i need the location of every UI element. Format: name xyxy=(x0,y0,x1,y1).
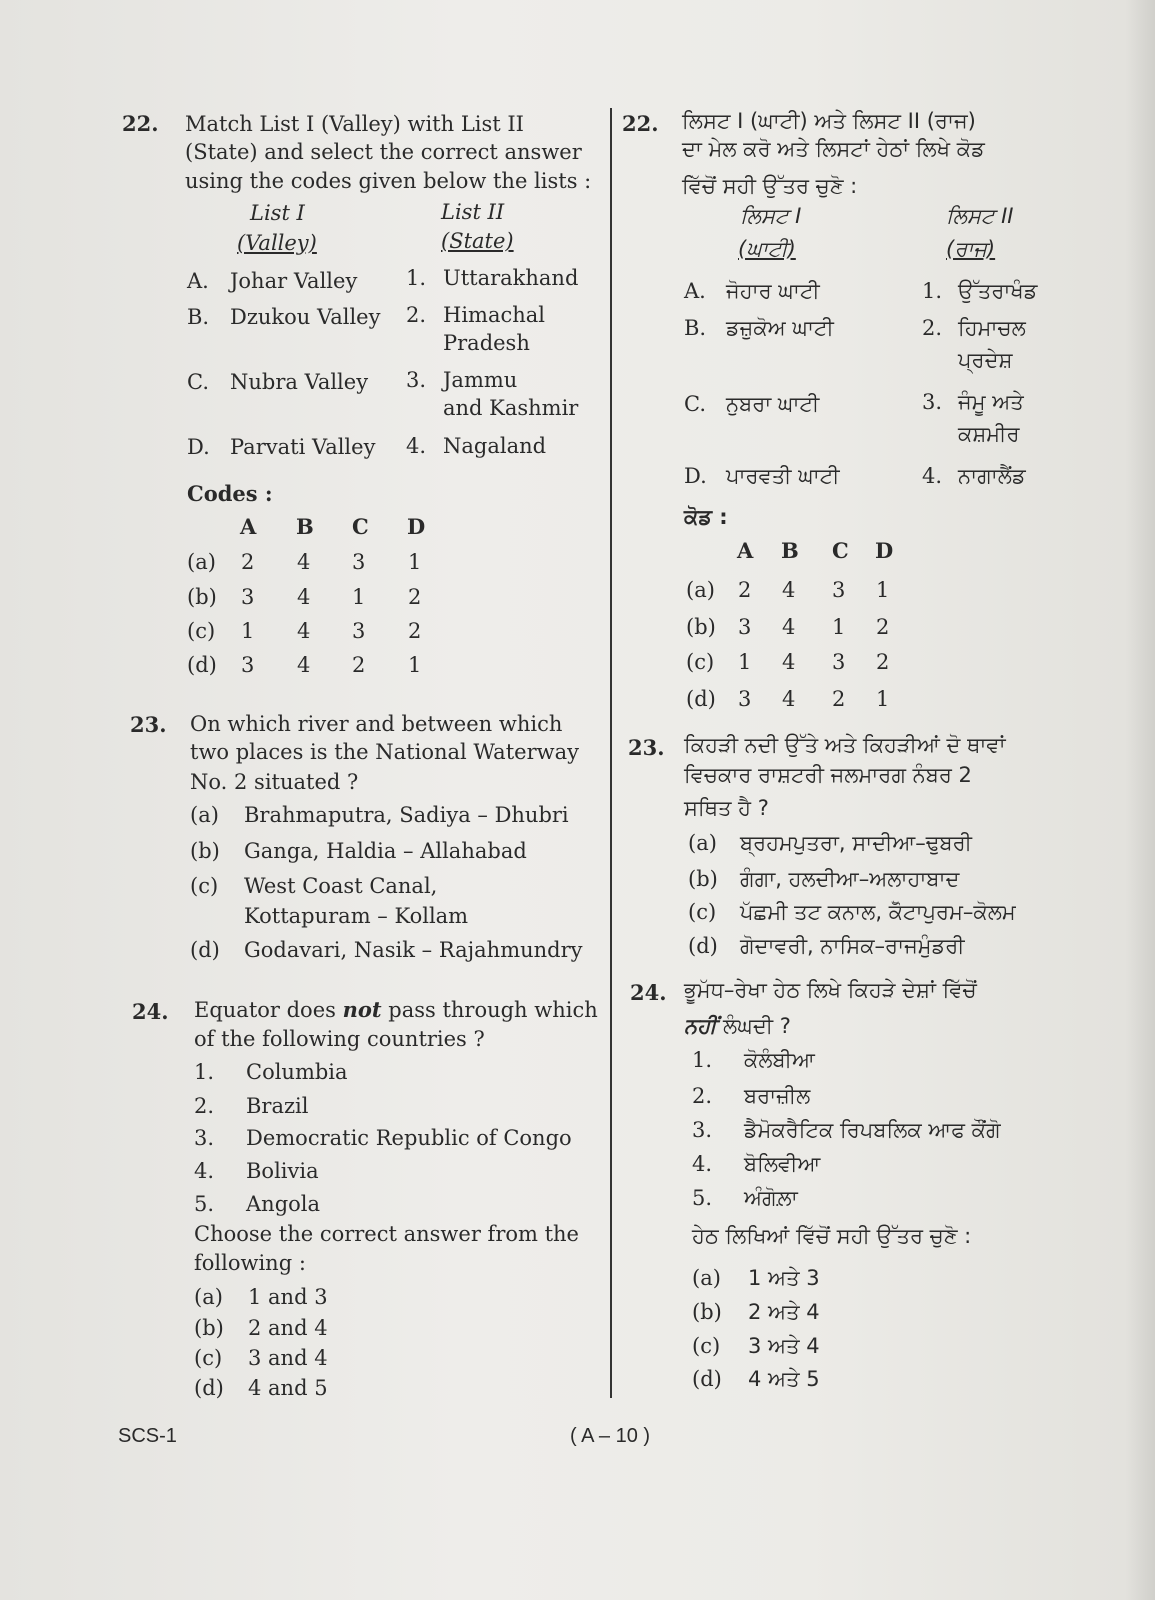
list-item: ਜੰਮੂ ਅਤੇ xyxy=(958,390,1024,414)
item-text: Brazil xyxy=(246,1094,309,1118)
code-value: 1 xyxy=(408,550,422,574)
code-value: 3 xyxy=(241,653,255,677)
code-value: 3 xyxy=(832,578,846,602)
option-label: (d) xyxy=(194,1376,224,1400)
list-item: ਨਾਗਾਲੈਂਡ xyxy=(958,464,1026,488)
item-number: 2. xyxy=(692,1084,713,1108)
item-number: 1. xyxy=(194,1060,215,1084)
text-span: pass through which xyxy=(381,998,598,1022)
option-label: (b) xyxy=(190,839,220,863)
list-subheading: (State) xyxy=(441,229,514,253)
code-value: 4 xyxy=(297,585,311,609)
option-text: 4 ਅਤੇ 5 xyxy=(748,1367,820,1391)
option-text: Brahmaputra, Sadiya – Dhubri xyxy=(244,803,569,827)
option-label: (c) xyxy=(190,874,219,898)
code-value: 4 xyxy=(782,687,796,711)
list-label: A. xyxy=(187,269,209,293)
question-text xyxy=(194,996,598,1024)
question-text: ਸਥਿਤ ਹੈ ? xyxy=(684,796,769,820)
list-item: Nubra Valley xyxy=(230,370,369,394)
list-label: 4. xyxy=(922,464,943,488)
list-item: Pradesh xyxy=(443,331,530,355)
list-label: B. xyxy=(187,305,210,329)
code-value: 4 xyxy=(782,615,796,639)
list-label: 4. xyxy=(406,434,427,458)
list-item: ਕਸ਼ਮੀਰ xyxy=(958,422,1020,446)
code-value: 4 xyxy=(297,653,311,677)
option-text: Kottapuram – Kollam xyxy=(244,904,469,928)
list-label: D. xyxy=(684,464,707,488)
option-text: 3 and 4 xyxy=(248,1346,328,1370)
list-label: D. xyxy=(187,435,210,459)
list-heading: List I xyxy=(250,201,305,225)
question-number: 22. xyxy=(622,111,659,136)
list-item: ਨੁਬਰਾ ਘਾਟੀ xyxy=(726,392,820,416)
question-number: 23. xyxy=(628,735,665,760)
list-label: C. xyxy=(684,392,706,416)
option-text: Ganga, Haldia – Allahabad xyxy=(244,839,527,863)
list-item: ਜੋਹਾਰ ਘਾਟੀ xyxy=(726,279,820,303)
list-item: ਹਿਮਾਚਲ xyxy=(958,316,1026,340)
footer-code: SCS-1 xyxy=(118,1425,177,1447)
question-number: 23. xyxy=(130,712,167,737)
list-item: Nagaland xyxy=(443,434,547,458)
code-value: 1 xyxy=(241,619,255,643)
list-subheading: (ਘਾਟੀ) xyxy=(738,237,796,261)
text-span: Equator does xyxy=(194,998,343,1022)
option-label: (a) xyxy=(692,1266,721,1290)
code-value: 1 xyxy=(876,687,890,711)
list-label: C. xyxy=(187,370,209,394)
codes-header: B xyxy=(296,514,314,539)
column-divider xyxy=(610,108,612,1398)
list-label: 1. xyxy=(406,266,427,290)
code-value: 4 xyxy=(297,550,311,574)
list-item: ਡਜ਼ੁਕੋਅ ਘਾਟੀ xyxy=(726,316,834,340)
list-heading: ਲਿਸਟ I xyxy=(740,204,802,228)
code-value: 3 xyxy=(832,650,846,674)
option-label: (d) xyxy=(692,1367,722,1391)
code-value: 3 xyxy=(738,687,752,711)
option-label: (c) xyxy=(194,1346,223,1370)
list-label: 1. xyxy=(922,279,943,303)
list-item: Jammu xyxy=(443,368,518,392)
option-label: (a) xyxy=(190,803,219,827)
item-text: Bolivia xyxy=(246,1159,319,1183)
option-label: (a) xyxy=(194,1285,223,1309)
code-value: 2 xyxy=(876,650,890,674)
list-item: Uttarakhand xyxy=(443,266,579,290)
question-text: ਕਿਹੜੀ ਨਦੀ ਉੱਤੇ ਅਤੇ ਕਿਹੜੀਆਂ ਦੋ ਥਾਵਾਂ xyxy=(684,733,1006,757)
option-text: 2 ਅਤੇ 4 xyxy=(748,1300,820,1324)
list-label: 2. xyxy=(406,303,427,327)
list-item: Parvati Valley xyxy=(230,435,376,459)
code-value: 2 xyxy=(832,687,846,711)
list-heading: List II xyxy=(441,200,505,224)
item-number: 3. xyxy=(692,1118,713,1142)
code-value: 2 xyxy=(408,619,422,643)
codes-header: C xyxy=(352,514,369,539)
list-item: ਪਾਰਵਤੀ ਘਾਟੀ xyxy=(726,464,840,488)
code-value: 1 xyxy=(876,578,890,602)
instruction-text: Choose the correct answer from the xyxy=(194,1222,579,1246)
question-text: two places is the National Waterway xyxy=(190,740,579,764)
question-text: (State) and select the correct answer xyxy=(185,140,582,164)
code-option: (b) xyxy=(187,585,217,609)
option-text: 1 ਅਤੇ 3 xyxy=(748,1266,820,1290)
question-text: ਦਾ ਮੇਲ ਕਰੋ ਅਤੇ ਲਿਸਟਾਂ ਹੇਠਾਂ ਲਿਖੇ ਕੋਡ xyxy=(682,137,985,161)
codes-header: C xyxy=(832,538,849,563)
code-option: (d) xyxy=(686,687,716,711)
item-number: 5. xyxy=(194,1192,215,1216)
list-subheading: (ਰਾਜ) xyxy=(946,237,996,261)
code-option: (a) xyxy=(187,550,216,574)
question-number: 22. xyxy=(122,111,159,136)
item-text: Angola xyxy=(246,1192,321,1216)
list-label: B. xyxy=(684,316,707,340)
option-text: ਗੋਦਾਵਰੀ, ਨਾਸਿਕ–ਰਾਜਮੁੰਡਰੀ xyxy=(740,934,965,958)
option-label: (b) xyxy=(688,867,718,891)
option-text: ਪੱਛਮੀ ਤਟ ਕਨਾਲ, ਕੋੱਟਾਪੁਰਮ–ਕੋਲਮ xyxy=(740,900,1016,924)
option-label: (a) xyxy=(688,831,717,855)
question-text: No. 2 situated ? xyxy=(190,770,359,794)
option-label: (b) xyxy=(692,1300,722,1324)
item-number: 5. xyxy=(692,1186,713,1210)
option-label: (d) xyxy=(190,938,220,962)
item-text: ਅੰਗੋਲ਼ਾ xyxy=(744,1186,798,1210)
list-label: A. xyxy=(684,279,706,303)
code-value: 1 xyxy=(832,615,846,639)
option-text: West Coast Canal, xyxy=(244,874,438,898)
code-option: (c) xyxy=(686,650,715,674)
question-text: ਭੂਮੱਧ–ਰੇਖਾ ਹੇਠ ਲਿਖੇ ਕਿਹੜੇ ਦੇਸ਼ਾਂ ਵਿੱਚੋਂ xyxy=(684,978,977,1002)
instruction-text: following : xyxy=(194,1251,306,1275)
option-text: Godavari, Nasik – Rajahmundry xyxy=(244,938,583,962)
option-text: 3 ਅਤੇ 4 xyxy=(748,1334,820,1358)
codes-label: ਕੋਡ : xyxy=(684,505,728,529)
footer-page-number: ( A – 10 ) xyxy=(570,1425,651,1447)
option-text: 1 and 3 xyxy=(248,1285,328,1309)
page-edge-shadow xyxy=(1125,0,1155,1600)
item-text: ਡੈਮੋਕਰੈਟਿਕ ਰਿਪਬਲਿਕ ਆਫ ਕੌਂਗੋ xyxy=(744,1118,1001,1142)
code-value: 2 xyxy=(738,578,752,602)
code-value: 4 xyxy=(297,619,311,643)
option-label: (c) xyxy=(692,1334,721,1358)
question-number: 24. xyxy=(132,999,169,1024)
code-option: (b) xyxy=(686,615,716,639)
list-label: 3. xyxy=(922,390,943,414)
option-label: (c) xyxy=(688,900,717,924)
code-value: 2 xyxy=(241,550,255,574)
question-text: ਵਿਚਕਾਰ ਰਾਸ਼ਟਰੀ ਜਲਮਾਰਗ ਨੰਬਰ 2 xyxy=(684,763,972,787)
item-text: ਬਰਾਜ਼ੀਲ xyxy=(744,1084,811,1108)
code-value: 1 xyxy=(352,585,366,609)
item-text: Columbia xyxy=(246,1060,348,1084)
list-heading: ਲਿਸਟ II xyxy=(946,204,1014,228)
code-value: 1 xyxy=(738,650,752,674)
option-label: (d) xyxy=(688,934,718,958)
code-value: 3 xyxy=(352,619,366,643)
code-value: 4 xyxy=(782,578,796,602)
question-text: ਲਿਸਟ I (ਘਾਟੀ) ਅਤੇ ਲਿਸਟ II (ਰਾਜ) xyxy=(682,109,976,133)
codes-header: D xyxy=(875,538,894,563)
list-item: Johar Valley xyxy=(230,269,358,293)
codes-header: A xyxy=(240,514,257,539)
item-number: 1. xyxy=(692,1048,713,1072)
code-value: 3 xyxy=(352,550,366,574)
option-label: (b) xyxy=(194,1316,224,1340)
item-text: ਬੋਲਿਵੀਆ xyxy=(744,1152,821,1176)
text-span: not xyxy=(342,997,382,1022)
item-number: 4. xyxy=(194,1159,215,1183)
code-value: 4 xyxy=(782,650,796,674)
item-text: Democratic Republic of Congo xyxy=(246,1126,572,1150)
codes-header: D xyxy=(407,514,426,539)
instruction-text: ਹੇਠ ਲਿਖਿਆਂ ਵਿੱਚੋਂ ਸਹੀ ਉੱਤਰ ਚੁਣੋ : xyxy=(692,1224,972,1248)
codes-header: A xyxy=(737,538,754,563)
code-value: 1 xyxy=(408,653,422,677)
option-text: 2 and 4 xyxy=(248,1316,328,1340)
item-number: 3. xyxy=(194,1126,215,1150)
option-text: ਗੰਗਾ, ਹਲਦੀਆ–ਅਲਾਹਾਬਾਦ xyxy=(740,867,960,891)
text-span: ਲੰਘਦੀ ? xyxy=(716,1014,791,1038)
item-number: 4. xyxy=(692,1152,713,1176)
code-option: (a) xyxy=(686,578,715,602)
text-span: ਨਹੀਂ xyxy=(684,1014,717,1038)
list-item: Himachal xyxy=(443,303,545,327)
list-label: 2. xyxy=(922,316,943,340)
question-text: using the codes given below the lists : xyxy=(185,169,592,193)
list-item: ਪ੍ਰਦੇਸ਼ xyxy=(958,348,1013,372)
list-item: and Kashmir xyxy=(443,396,579,420)
question-text: On which river and between which xyxy=(190,712,563,736)
list-item: Dzukou Valley xyxy=(230,305,381,329)
item-text: ਕੋਲੰਬੀਆ xyxy=(744,1048,815,1072)
list-subheading: (Valley) xyxy=(237,231,317,255)
item-number: 2. xyxy=(194,1094,215,1118)
code-value: 3 xyxy=(241,585,255,609)
code-value: 2 xyxy=(352,653,366,677)
question-text xyxy=(684,1012,791,1040)
code-option: (c) xyxy=(187,619,216,643)
option-text: ਬ੍ਰਹਮਪੁਤਰਾ, ਸਾਦੀਆ–ਢੁਬਰੀ xyxy=(740,831,972,855)
codes-label: Codes : xyxy=(187,481,273,506)
codes-header: B xyxy=(781,538,799,563)
code-value: 2 xyxy=(408,585,422,609)
question-number: 24. xyxy=(630,980,667,1005)
list-label: 3. xyxy=(406,368,427,392)
question-text: Match List I (Valley) with List II xyxy=(185,112,524,136)
code-option: (d) xyxy=(187,653,217,677)
question-text: of the following countries ? xyxy=(194,1027,485,1051)
list-item: ਉੱਤਰਾਖੰਡ xyxy=(958,279,1038,303)
code-value: 3 xyxy=(738,615,752,639)
question-text: ਵਿੱਚੋਂ ਸਹੀ ਉੱਤਰ ਚੁਣੋ : xyxy=(682,174,858,198)
option-text: 4 and 5 xyxy=(248,1376,328,1400)
code-value: 2 xyxy=(876,615,890,639)
